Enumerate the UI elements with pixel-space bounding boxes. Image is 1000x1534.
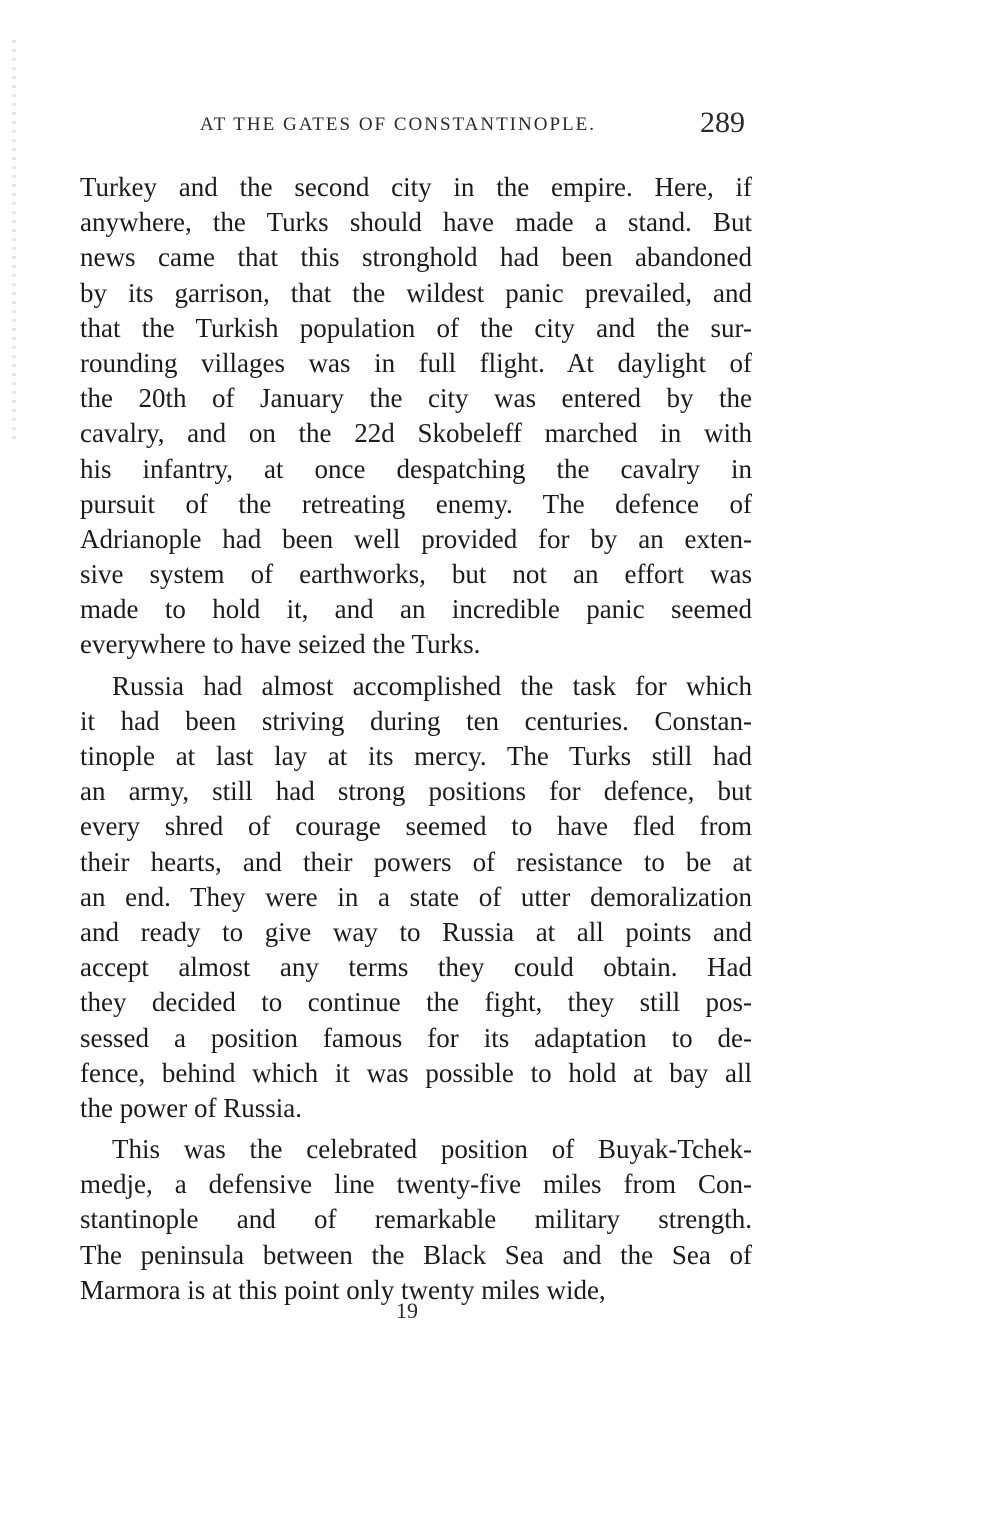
text-line: This was the celebrated position of Buyak-Tchek- — [112, 1134, 752, 1165]
text-line: pursuit of the retreating enemy. The defence of — [80, 488, 752, 519]
text-line: stantinople and of remarkable military strength. — [80, 1204, 752, 1235]
text-line: tinople at last lay at its mercy. The Turks still had — [80, 741, 752, 771]
text-line: sive system of earthworks, but not an effort was — [80, 559, 752, 590]
text-line: medje, a defensive line twenty-five miles from Con- — [80, 1169, 752, 1200]
text-line: it had been striving during ten centuries. Constan- — [80, 705, 752, 736]
text-line: an end. They were in a state of utter demoralization — [80, 881, 752, 912]
text-line: by its garrison, that the wildest panic prevailed, and — [80, 277, 752, 308]
text-line: every shred of courage seemed to have fled from — [80, 811, 752, 842]
text-line: they decided to continue the fight, they still pos- — [80, 987, 752, 1018]
text-line: the power of Russia. — [80, 1092, 302, 1123]
text-line: The peninsula between the Black Sea and the Sea of — [80, 1239, 752, 1270]
text-line: Adrianople had been well provided for by an exten- — [80, 523, 752, 554]
text-line: accept almost any terms they could obtain. Had — [80, 952, 752, 983]
text-line: sessed a position famous for its adaptation to de- — [80, 1022, 752, 1053]
signature-mark: 19 — [396, 1298, 418, 1323]
text-line: cavalry, and on the 22d Skobeleff marched in with — [80, 418, 752, 449]
text-line: an army, still had strong positions for defence, but — [80, 776, 752, 807]
paragraph — [80, 669, 752, 1126]
text-line: Marmora is at this point only twenty miles wide, — [80, 1274, 606, 1305]
text-line: his infantry, at once despatching the cavalry in — [80, 453, 752, 484]
text-line: Russia had almost accomplished the task for which — [112, 670, 752, 701]
page-number: 289 — [700, 106, 745, 139]
text-line: Turkey and the second city in the empire. Here, if — [80, 172, 752, 202]
text-line: news came that this stronghold had been abandoned — [80, 242, 752, 273]
binding-edge — [12, 40, 16, 440]
text-line: anywhere, the Turks should have made a stand. But — [80, 207, 752, 238]
text-line: and ready to give way to Russia at all points and — [80, 916, 752, 947]
running-head: AT THE GATES OF CONSTANTINOPLE. — [200, 114, 596, 135]
text-line: their hearts, and their powers of resistance to be at — [80, 846, 752, 877]
text-line: that the Turkish population of the city and the sur- — [80, 312, 752, 343]
text-line: the 20th of January the city was entered by the — [80, 383, 752, 414]
text-line: rounding villages was in full flight. At daylight of — [80, 347, 752, 378]
text-line: fence, behind which it was possible to hold at bay all — [80, 1057, 752, 1088]
text-line: made to hold it, and an incredible panic seemed — [80, 594, 752, 625]
paragraph — [80, 1132, 752, 1308]
paragraph — [80, 170, 752, 663]
body-text — [80, 170, 752, 1308]
text-line: everywhere to have seized the Turks. — [80, 629, 481, 660]
